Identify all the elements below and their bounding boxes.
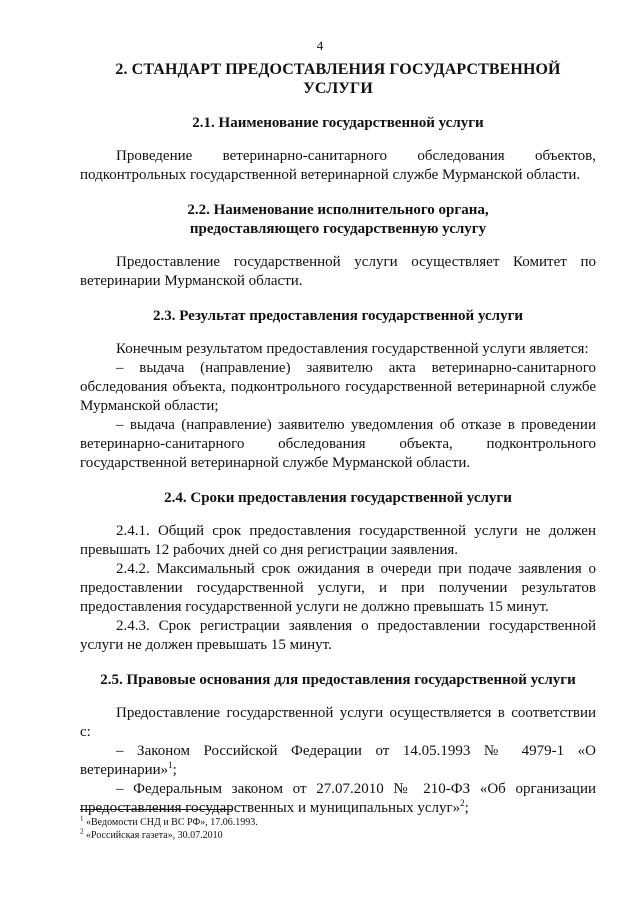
- footnote-ref-1: 1: [168, 760, 173, 770]
- heading-2-4: 2.4. Сроки предоставления государственной услуги: [164, 490, 512, 506]
- heading-2-2-line1: 2.2. Наименование исполнительного органа,: [187, 202, 489, 218]
- footnote-1: [80, 816, 258, 829]
- footnotes: [80, 816, 258, 842]
- page-content: [80, 60, 596, 818]
- heading-2-2: [80, 201, 596, 239]
- paragraph-2-5-item1-end: ;: [172, 762, 177, 778]
- paragraph-2-5-item1: [80, 742, 596, 780]
- page-number: 4: [316, 38, 324, 53]
- paragraph-2-5-item2-text: – Федеральным законом от 27.07.2010 № 210-ФЗ «Об организации предоставления государственных и муниципальных услуг»: [80, 781, 596, 816]
- heading-2-5: 2.5. Правовые основания для предоставления государственной услуги: [100, 672, 576, 688]
- heading-2-1: 2.1. Наименование государственной услуги: [192, 115, 484, 131]
- paragraph-2-5-intro: Предоставление государственной услуги осуществляется в соответствии с:: [80, 705, 596, 740]
- footnote-2: [80, 829, 258, 842]
- paragraph-2-5-item1-text: – Законом Российской Федерации от 14.05.1993 № 4979-1 «О ветеринарии»: [80, 743, 596, 778]
- footnote-1-text: «Ведомости СНД и ВС РФ», 17.06.1993.: [83, 817, 258, 828]
- paragraph-2-4-3: 2.4.3. Срок регистрации заявления о предоставлении государственной услуги не должен превышать 15 минут.: [80, 618, 596, 653]
- paragraph-2-2: Предоставление государственной услуги осуществляет Комитет по ветеринарии Мурманской области.: [80, 254, 596, 289]
- footnote-ref-2: 2: [460, 798, 465, 808]
- section-title: 2. СТАНДАРТ ПРЕДОСТАВЛЕНИЯ ГОСУДАРСТВЕННОЙ УСЛУГИ: [115, 61, 561, 97]
- paragraph-2-4-1: 2.4.1. Общий срок предоставления государственной услуги не должен превышать 12 рабочих дней со дня регистрации заявления.: [80, 523, 596, 558]
- footnote-separator: [80, 809, 232, 810]
- paragraph-2-3-intro: Конечным результатом предоставления государственной услуги является:: [116, 341, 589, 357]
- paragraph-2-5-item2-end: ;: [464, 800, 469, 816]
- footnote-2-mark: 2: [80, 827, 84, 836]
- heading-2-2-line2: предоставляющего государственную услугу: [189, 221, 487, 237]
- footnote-1-mark: 1: [80, 814, 84, 823]
- paragraph-2-3-item1: – выдача (направление) заявителю акта ветеринарно-санитарного обследования объекта, подконтрольного государственной ветеринарной службе Мурманской области;: [80, 360, 596, 414]
- paragraph-2-5-item2: [80, 780, 596, 818]
- paragraph-2-1: Проведение ветеринарно-санитарного обследования объектов, подконтрольных государственной ветеринарной службе Мурманской области.: [80, 148, 596, 183]
- footnote-2-text: «Российская газета», 30.07.2010: [83, 830, 223, 841]
- paragraph-2-3-item2: – выдача (направление) заявителю уведомления об отказе в проведении ветеринарно-санитарного обследования объекта, подконтрольного государственной ветеринарной службе Мурманской области.: [80, 417, 596, 471]
- heading-2-3: 2.3. Результат предоставления государственной услуги: [152, 308, 524, 324]
- paragraph-2-4-2: 2.4.2. Максимальный срок ожидания в очереди при подаче заявления о предоставлении государственной услуги, и при получении результатов предоставления государственной услуги не должно превышать 15 минут.: [80, 561, 596, 615]
